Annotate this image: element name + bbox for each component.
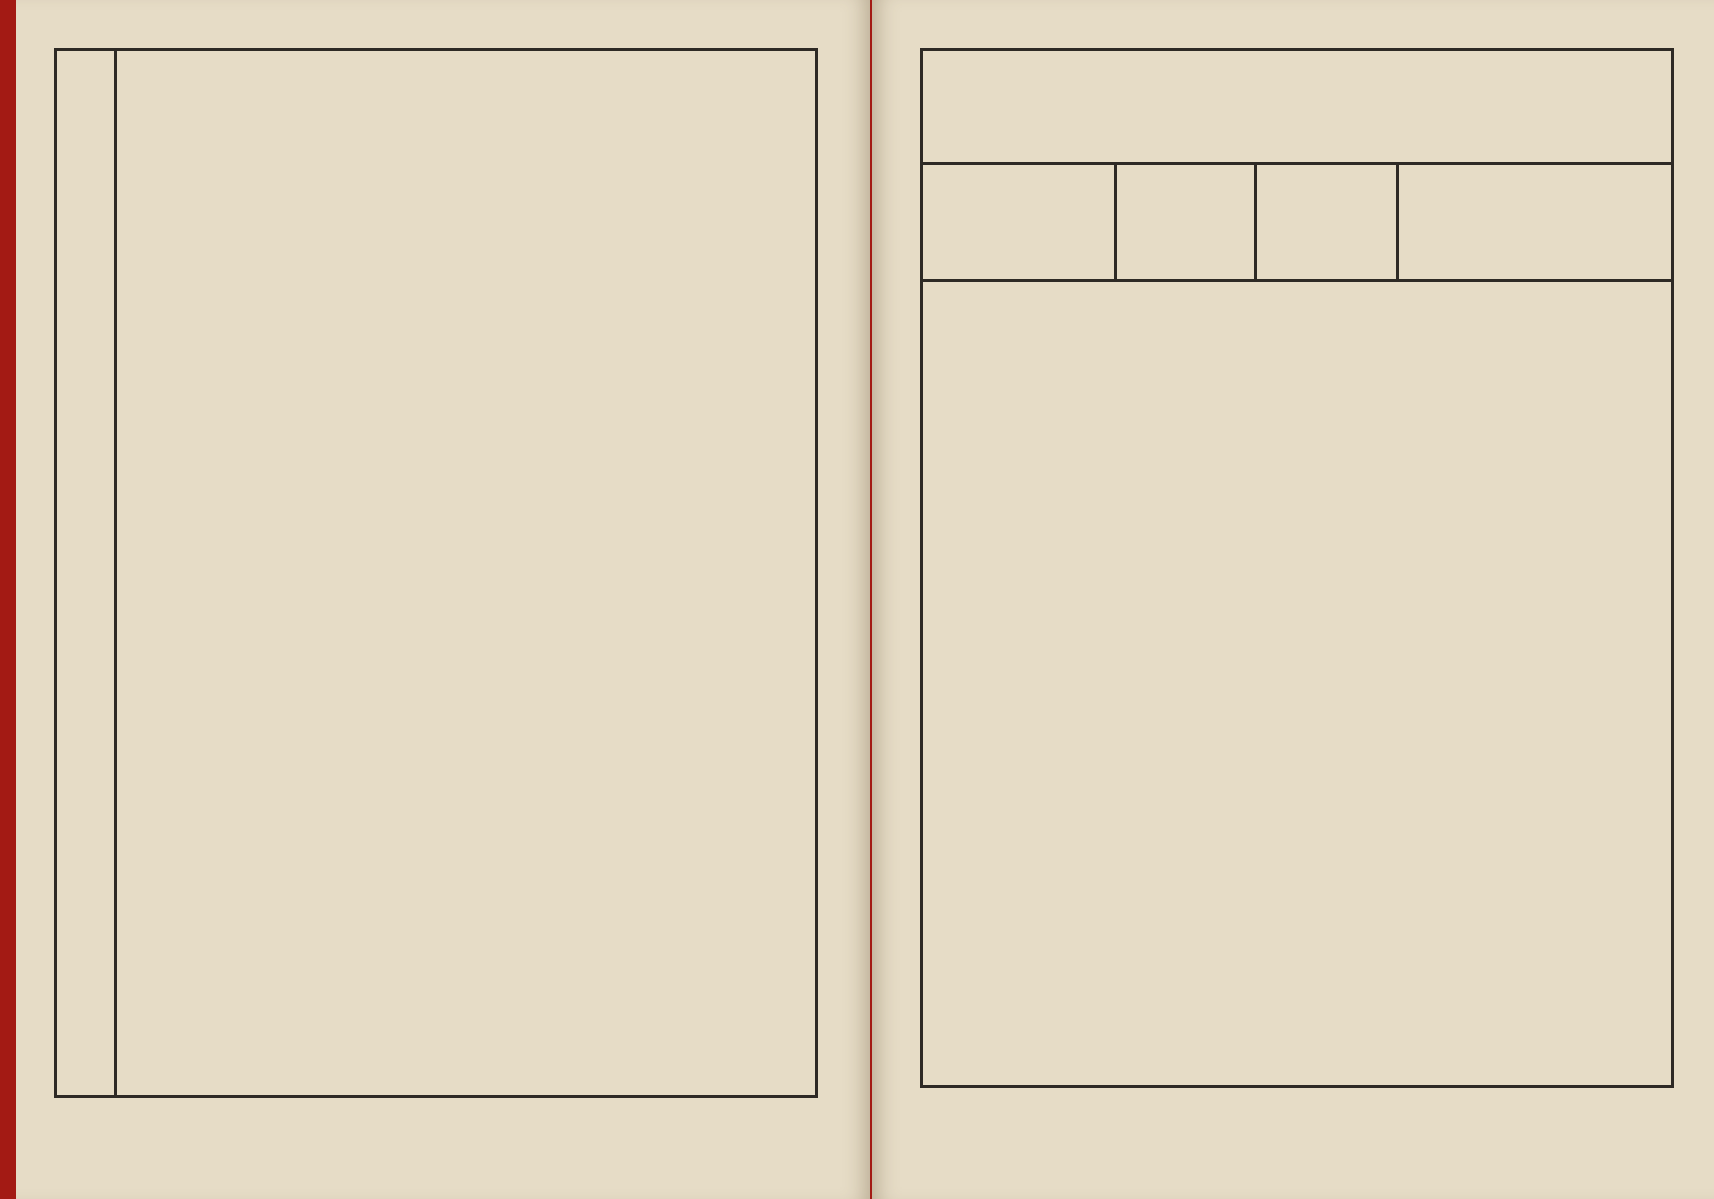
left-page [16,0,870,1199]
column-header-datum [923,165,1116,281]
column-header-unterschrift [1398,165,1671,281]
table-heading [923,51,1671,165]
grid-title-column [57,51,117,1095]
column-header-betrag [1256,165,1398,281]
unterstuetzungen-grid [54,48,818,1098]
right-page [872,0,1714,1199]
column-header-art [1116,165,1256,281]
notfall-table [923,165,1671,282]
notfall-table-box [920,48,1674,1088]
